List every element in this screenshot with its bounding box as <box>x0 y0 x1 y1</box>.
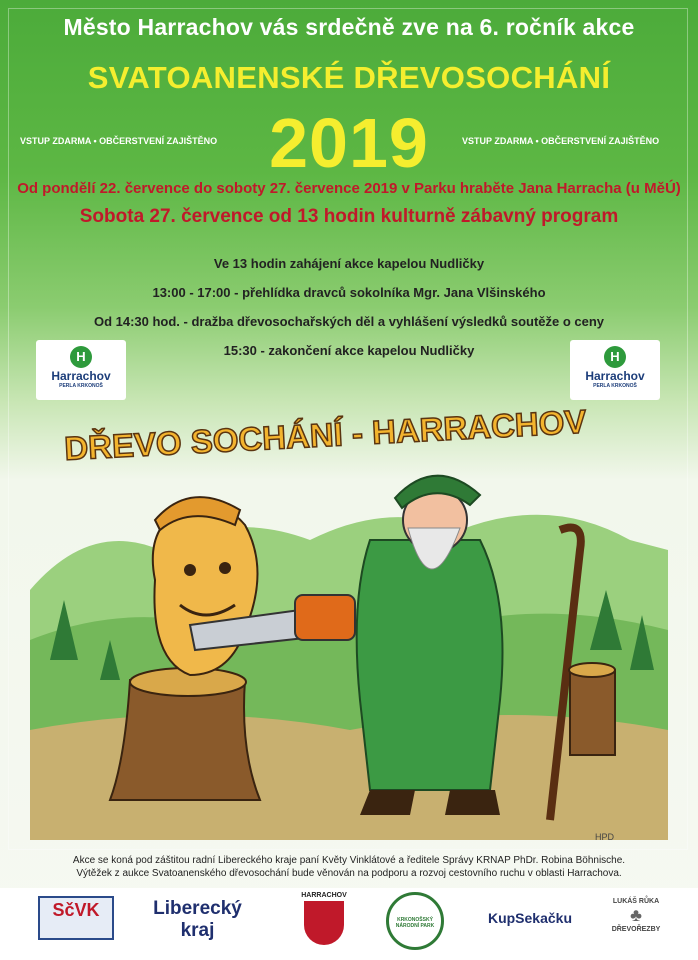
footer-line: Akce se koná pod záštitou radní Libereckého kraje paní Květy Vinklátové a ředitele Správy KRNAP PhDr. Robina Böhnische. <box>72 855 626 866</box>
footer-line: Výtěžek z aukce Svatoanenského dřevosochání bude věnován na podporu a rozvoj cestovního ruchu v oblasti Harrachova. <box>76 868 622 879</box>
entry-free-left: VSTUP ZDARMA • OBČERSTVENÍ ZAJIŠTĚNO <box>20 136 218 146</box>
event-title: SVATOANENSKÉ DŘEVOSOCHÁNÍ <box>87 60 611 95</box>
crest-label: HARRACHOV <box>301 892 347 899</box>
small-stump <box>570 670 615 755</box>
liberecky-text: Liberecký <box>153 898 242 919</box>
logo-sub: PERLA KRKONOŠ <box>59 383 103 389</box>
kraj-text: kraj <box>180 920 215 941</box>
harrachov-h-icon: H <box>70 346 92 368</box>
lukas-text: LUKÁŠ RŮKA <box>612 898 660 905</box>
event-year: 2019 <box>269 104 429 182</box>
logo-name: Harrachov <box>51 369 111 383</box>
schedule-item: Ve 13 hodin zahájení akce kapelou Nudličky <box>213 256 485 271</box>
harrachov-logo-left <box>36 340 126 400</box>
crest-shield-icon <box>304 901 344 945</box>
stump-shape <box>110 680 260 800</box>
entry-free-right: VSTUP ZDARMA • OBČERSTVENÍ ZAJIŠTĚNO <box>462 136 660 146</box>
logo-sub: PERLA KRKONOŠ <box>593 383 637 389</box>
chainsaw-body <box>295 595 355 640</box>
footer-text <box>0 854 698 880</box>
schedule-item: Od 14:30 hod. - dražba dřevosochařských děl a vyhlášení výsledků soutěže o ceny <box>93 314 605 329</box>
invitation-text: Město Harrachov vás srdečně zve na 6. ročník akce <box>63 14 635 40</box>
woodcarving-illustration <box>30 400 668 850</box>
logo-name: Harrachov <box>585 369 645 383</box>
schedule-item: 15:30 - zakončení akce kapelou Nudličky <box>223 343 475 358</box>
event-dates: Od pondělí 22. července do soboty 27. července 2019 v Parku hraběte Jana Harracha (u MěÚ) <box>17 180 681 197</box>
krnap-text: KRKONOŠSKÝ NÁRODNÍ PARK <box>395 917 435 929</box>
tree-icon: ♣ <box>630 905 642 925</box>
artwork-title: DŘEVO SOCHÁNÍ - HARRACHOV <box>63 402 588 467</box>
scvk-text: SčVK <box>52 900 100 920</box>
liberecky-kraj-logo <box>150 898 245 942</box>
carver-coat <box>357 540 503 790</box>
krnap-logo <box>386 892 444 950</box>
schedule-item: 13:00 - 17:00 - přehlídka dravců sokolníka Mgr. Jana Vlšinského <box>152 285 546 300</box>
kupsekacku-logo <box>480 910 580 926</box>
lukas-ruka-logo <box>596 898 676 933</box>
harrachov-crest <box>298 892 350 945</box>
artist-signature: HPD <box>595 832 615 842</box>
kupsekacku-text: KupSekačku <box>487 910 573 926</box>
harrachov-logo-right <box>570 340 660 400</box>
drevorezby-text: DŘEVOŘEZBY <box>611 926 661 933</box>
harrachov-h-icon: H <box>604 346 626 368</box>
sponsor-bar <box>0 888 698 960</box>
scvk-logo <box>38 896 114 940</box>
program-title: Sobota 27. července od 13 hodin kulturně zábavný program <box>79 206 619 227</box>
